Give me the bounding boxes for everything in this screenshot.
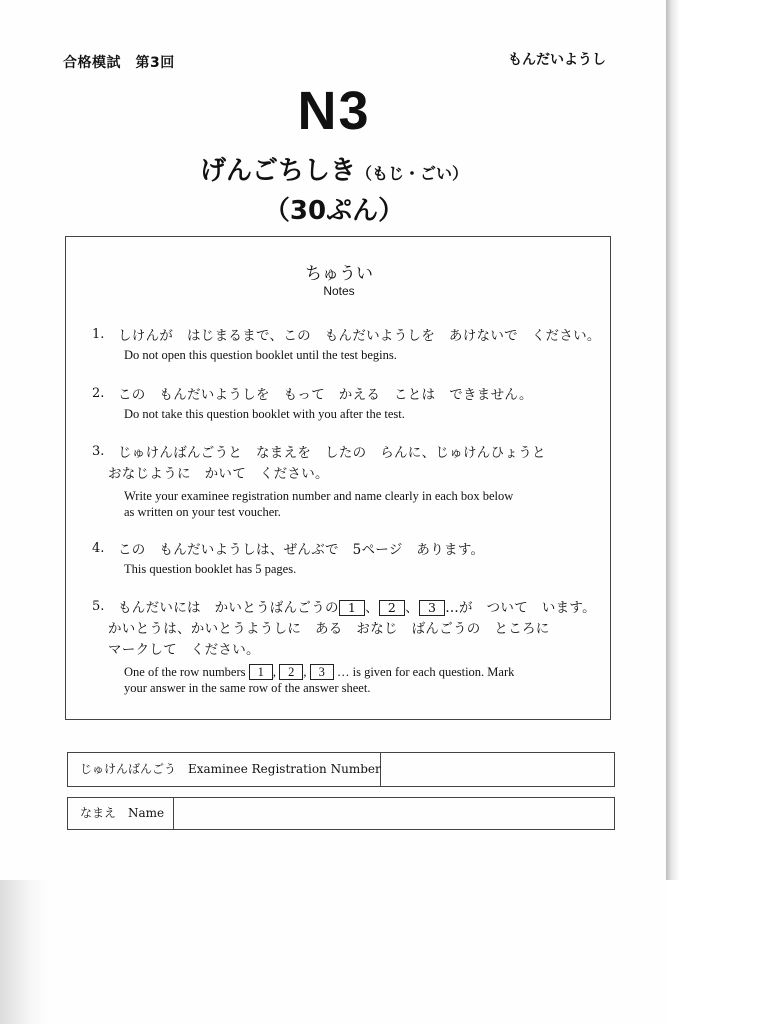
level-title: N3	[297, 81, 371, 141]
note-number: 5.	[92, 599, 105, 614]
scan-shadow	[0, 880, 50, 1024]
note-number: 3.	[92, 444, 105, 459]
name-row	[67, 797, 615, 830]
note-number: 4.	[92, 541, 105, 556]
note-english-cont: as written on your test voucher.	[124, 505, 281, 519]
subject-detail: （もじ・ごい）	[356, 164, 469, 183]
exam-series-label: 合格模試 第3回	[63, 55, 175, 71]
note-number: 2.	[92, 386, 105, 401]
note-japanese-cont: かいとうは、かいとうようしに ある おなじ ばんごうの ところに	[108, 621, 550, 637]
note-english: Write your examinee registration number and name clearly in each box below	[124, 489, 514, 503]
note-japanese: この もんだいようしを もって かえる ことは できません。	[118, 387, 533, 403]
name-label: なまえ Name	[68, 798, 174, 829]
note-english: This question booklet has 5 pages.	[124, 562, 297, 576]
note-item-1	[92, 326, 602, 363]
note-item-5	[92, 598, 602, 696]
note-item-4	[92, 540, 602, 577]
note-item-2	[92, 385, 602, 422]
note-english: One of the row numbers 1 , 2 , 3 … is given for each question. Mark	[124, 665, 515, 679]
note-text: … is given for each question. Mark	[337, 665, 515, 679]
note-number: 1.	[92, 327, 105, 342]
note-text: One of the row numbers	[124, 665, 246, 679]
note-english: Do not open this question booklet until the test begins.	[124, 348, 397, 362]
registration-number-field[interactable]	[382, 753, 614, 786]
notes-title: ちゅうい	[305, 264, 373, 284]
note-japanese-cont: おなじように かいて ください。	[108, 466, 329, 482]
note-japanese: この もんだいようしは、ぜんぶで 5ページ あります。	[118, 542, 485, 558]
booklet-type-label: もんだいようし	[508, 52, 606, 68]
row-number-box: 1	[249, 664, 273, 680]
note-english-cont: your answer in the same row of the answer sheet.	[124, 681, 371, 695]
registration-number-row	[67, 752, 615, 787]
row-number-box: 3	[310, 664, 334, 680]
row-number-box: 2	[379, 600, 405, 616]
note-japanese: じゅけんばんごうと なまえを したの らんに、じゅけんひょうと	[118, 445, 546, 461]
name-field[interactable]	[175, 798, 614, 829]
note-english: Do not take this question booklet with you after the test.	[124, 407, 405, 421]
subject-title	[0, 150, 668, 187]
note-text: もんだいには かいとうばんごうの	[118, 600, 339, 616]
subject-name: げんごちしき	[199, 156, 356, 186]
note-item-3	[92, 443, 602, 520]
notes-box	[65, 236, 611, 720]
notes-subtitle: Notes	[323, 284, 355, 298]
row-number-box: 1	[339, 600, 365, 616]
row-number-box: 2	[279, 664, 303, 680]
note-text: …が ついて います。	[445, 600, 596, 616]
note-japanese: しけんが はじまるまで、この もんだいようしを あけないで ください。	[118, 328, 601, 344]
row-number-box: 3	[419, 600, 445, 616]
registration-number-label: じゅけんばんごう Examinee Registration Number	[68, 753, 381, 786]
page-edge-shadow	[666, 0, 680, 880]
note-japanese: もんだいには かいとうばんごうの 1 、 2 、 3 …が ついて います。	[118, 600, 596, 616]
time-limit: （30ぷん）	[263, 196, 405, 226]
note-japanese-cont: マークして ください。	[108, 642, 260, 658]
